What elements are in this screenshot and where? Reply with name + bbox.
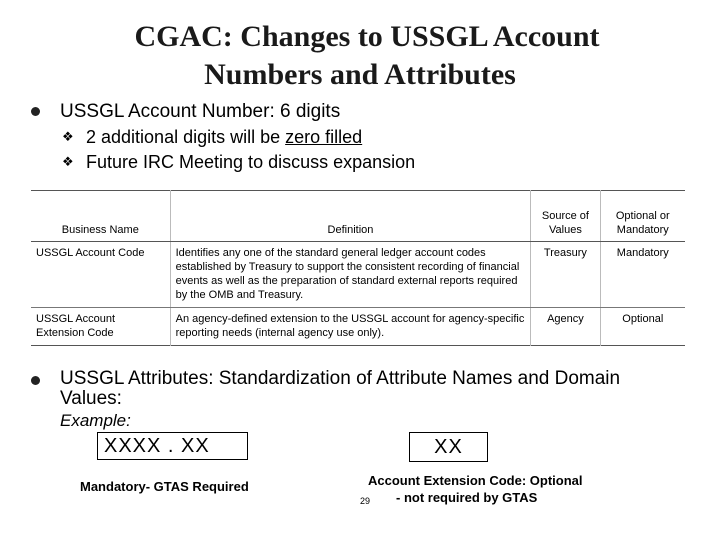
cell-optional: Mandatory	[600, 242, 685, 308]
slide-title	[0, 18, 720, 94]
mandatory-gtas-note: Mandatory- GTAS Required	[80, 479, 249, 494]
header-business-name: Business Name	[31, 191, 170, 242]
cell-source: Treasury	[531, 242, 600, 308]
sub-bullet-zero-filled-prefix: 2 additional digits will be	[86, 127, 286, 147]
slide-title-line-1: CGAC: Changes to USSGL Account	[134, 20, 600, 53]
cell-business-name: USSGL Account Code	[31, 242, 170, 308]
cell-definition: Identifies any one of the standard general ledger account codes established by Treasury to support the consistent recording of financial events as well as the preparation of standard external reports required by the OMB and Treasury.	[170, 242, 531, 308]
cell-business-name: USSGL Account Extension Code	[36, 313, 116, 339]
extension-optional-note-line-2: - not required by GTAS	[396, 490, 538, 505]
bullet-dot-icon	[31, 107, 40, 116]
sub-bullet-irc-meeting: Future IRC Meeting to discuss expansion	[86, 152, 416, 172]
table-row	[31, 308, 685, 346]
cell-source: Agency	[531, 308, 600, 346]
header-definition: Definition	[170, 191, 531, 242]
bullet-ussgl-attributes: USSGL Attributes: Standardization of Attribute Names and Domain Values:	[60, 368, 621, 409]
account-code-format-box: XXXX . XX	[97, 432, 248, 460]
slide-title-line-2: Numbers and Attributes	[204, 58, 516, 91]
diamond-bullet-icon: ❖	[62, 129, 74, 144]
sub-bullet-zero-filled	[86, 126, 362, 148]
page-number: 29	[360, 496, 371, 506]
extension-optional-note-line-1: Account Extension Code: Optional	[368, 473, 583, 488]
header-optional-or-mandatory: Optional or Mandatory	[600, 191, 685, 242]
extension-code-format-box: XX	[409, 432, 488, 462]
header-source-of-values: Source of Values	[531, 191, 600, 242]
cell-definition: An agency-defined extension to the USSGL account for agency-specific reporting needs (internal agency use only).	[170, 308, 531, 346]
table-row	[31, 242, 685, 308]
zero-filled-underlined: zero filled	[285, 127, 363, 147]
bullet-account-number: USSGL Account Number: 6 digits	[60, 101, 341, 122]
example-label: Example:	[60, 411, 131, 430]
cell-optional: Optional	[600, 308, 685, 346]
bullet-dot-icon	[31, 376, 40, 385]
attributes-table	[31, 190, 685, 346]
table-header-row	[31, 191, 685, 242]
diamond-bullet-icon: ❖	[62, 154, 74, 169]
